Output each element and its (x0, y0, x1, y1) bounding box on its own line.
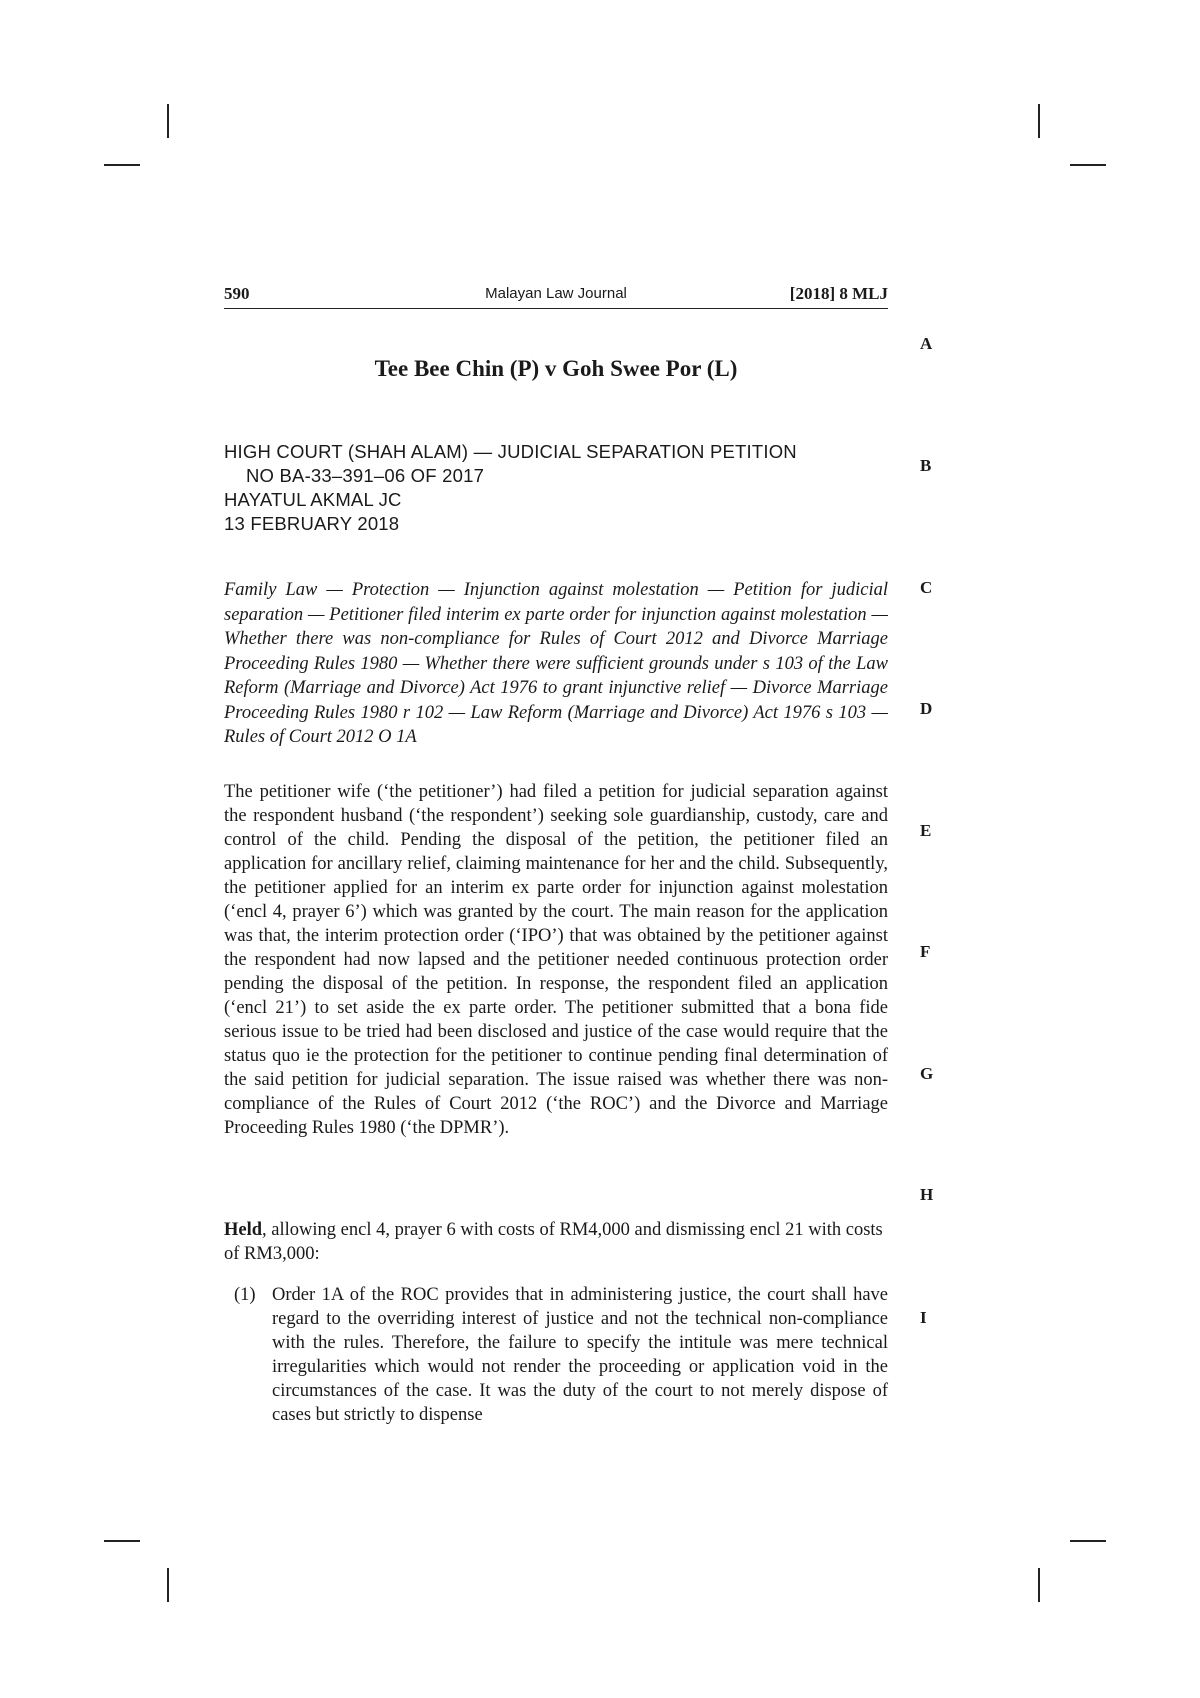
case-number: NO BA-33–391–06 OF 2017 (246, 465, 485, 486)
court-line: HIGH COURT (SHAH ALAM) — JUDICIAL SEPARATION PETITION (224, 441, 797, 462)
margin-letter: A (920, 334, 933, 353)
margin-letter: D (920, 699, 933, 718)
crop-mark-top-right (1038, 104, 1040, 138)
court-info (224, 440, 894, 536)
crop-mark-bottom-right-h (1070, 1540, 1106, 1542)
margin-letter: B (920, 456, 932, 475)
judge-name: HAYATUL AKMAL JC (224, 489, 402, 510)
held-item (234, 1283, 888, 1427)
crop-mark-top-right-h (1070, 164, 1106, 166)
case-title: Tee Bee Chin (P) v Goh Swee Por (L) (374, 356, 738, 381)
held-text: , allowing encl 4, prayer 6 with costs of RM4,000 and dismissing encl 21 with costs of RM3,000: (224, 1220, 883, 1264)
margin-letter: E (920, 821, 932, 840)
crop-mark-top-left-h (104, 164, 140, 166)
margin-letter: G (920, 1064, 934, 1083)
margin-letter: H (920, 1185, 934, 1204)
catchwords: Family Law — Protection — Injunction against molestation — Petition for judicial separation — Petitioner filed interim ex parte order for injunction against molestation — Whether there was non-compliance for Rules of Court 2012 and Divorce Marriage Proceeding Rules 1980 — Whether there were sufficient grounds under s 103 of the Law Reform (Marriage and Divorce) Act 1976 to grant injunctive relief — Divorce Marriage Proceeding Rules 1980 r 102 — Law Reform (Marriage and Divorce) Act 1976 s 103 — Rules of Court 2012 O 1A (224, 580, 888, 747)
held-paragraph (224, 1218, 888, 1266)
margin-letter: I (920, 1308, 927, 1327)
margin-letter: C (920, 578, 933, 597)
margin-letter: F (920, 942, 931, 961)
crop-mark-top-left (167, 104, 169, 138)
held-item-text: Order 1A of the ROC provides that in administering justice, the court shall have regard to the overriding interest of justice and not the technical non-compliance with the rules. Therefore, the failure to specify the intitule was mere technical irregularities which would not render the proceeding or application void in the circumstances of the case. It was the duty of the court to not merely dispose of cases but strictly to dispense (272, 1285, 888, 1425)
crop-mark-bottom-left (167, 1568, 169, 1602)
citation: [2018] 8 MLJ (789, 284, 888, 303)
page-number: 590 (224, 284, 250, 303)
case-summary: The petitioner wife (‘the petitioner’) had filed a petition for judicial separation against the respondent husband (‘the respondent’) seeking sole guardianship, custody, care and control of the child. Pending the disposal of the petition, the petitioner filed an application for ancillary relief, claiming maintenance for her and the child. Subsequently, the petitioner applied for an interim ex parte order for injunction against molestation (‘encl 4, prayer 6’) which was granted by the court. The main reason for the application was that, the interim protection order (‘IPO’) that was obtained by the petitioner against the respondent had now lapsed and the petitioner needed continuous protection order pending the disposal of the petition. In response, the respondent filed an application (‘encl 21’) to set aside the ex parte order. The petitioner submitted that a bona fide serious issue to be tried had been disclosed and justice of the case would require that the status quo ie the protection for the petitioner to continue pending final determination of the said petition for judicial separation. The issue raised was whether there was non-compliance of the Rules of Court 2012 (‘the ROC’) and the Divorce and Marriage Proceeding Rules 1980 (‘the DPMR’). (224, 782, 888, 1138)
held-item-number: (1) (234, 1285, 256, 1305)
running-header (224, 282, 888, 309)
judgment-date: 13 FEBRUARY 2018 (224, 513, 400, 534)
crop-mark-bottom-right (1038, 1568, 1040, 1602)
journal-name: Malayan Law Journal (485, 285, 627, 302)
crop-mark-bottom-left-h (104, 1540, 140, 1542)
held-label: Held (224, 1220, 263, 1240)
